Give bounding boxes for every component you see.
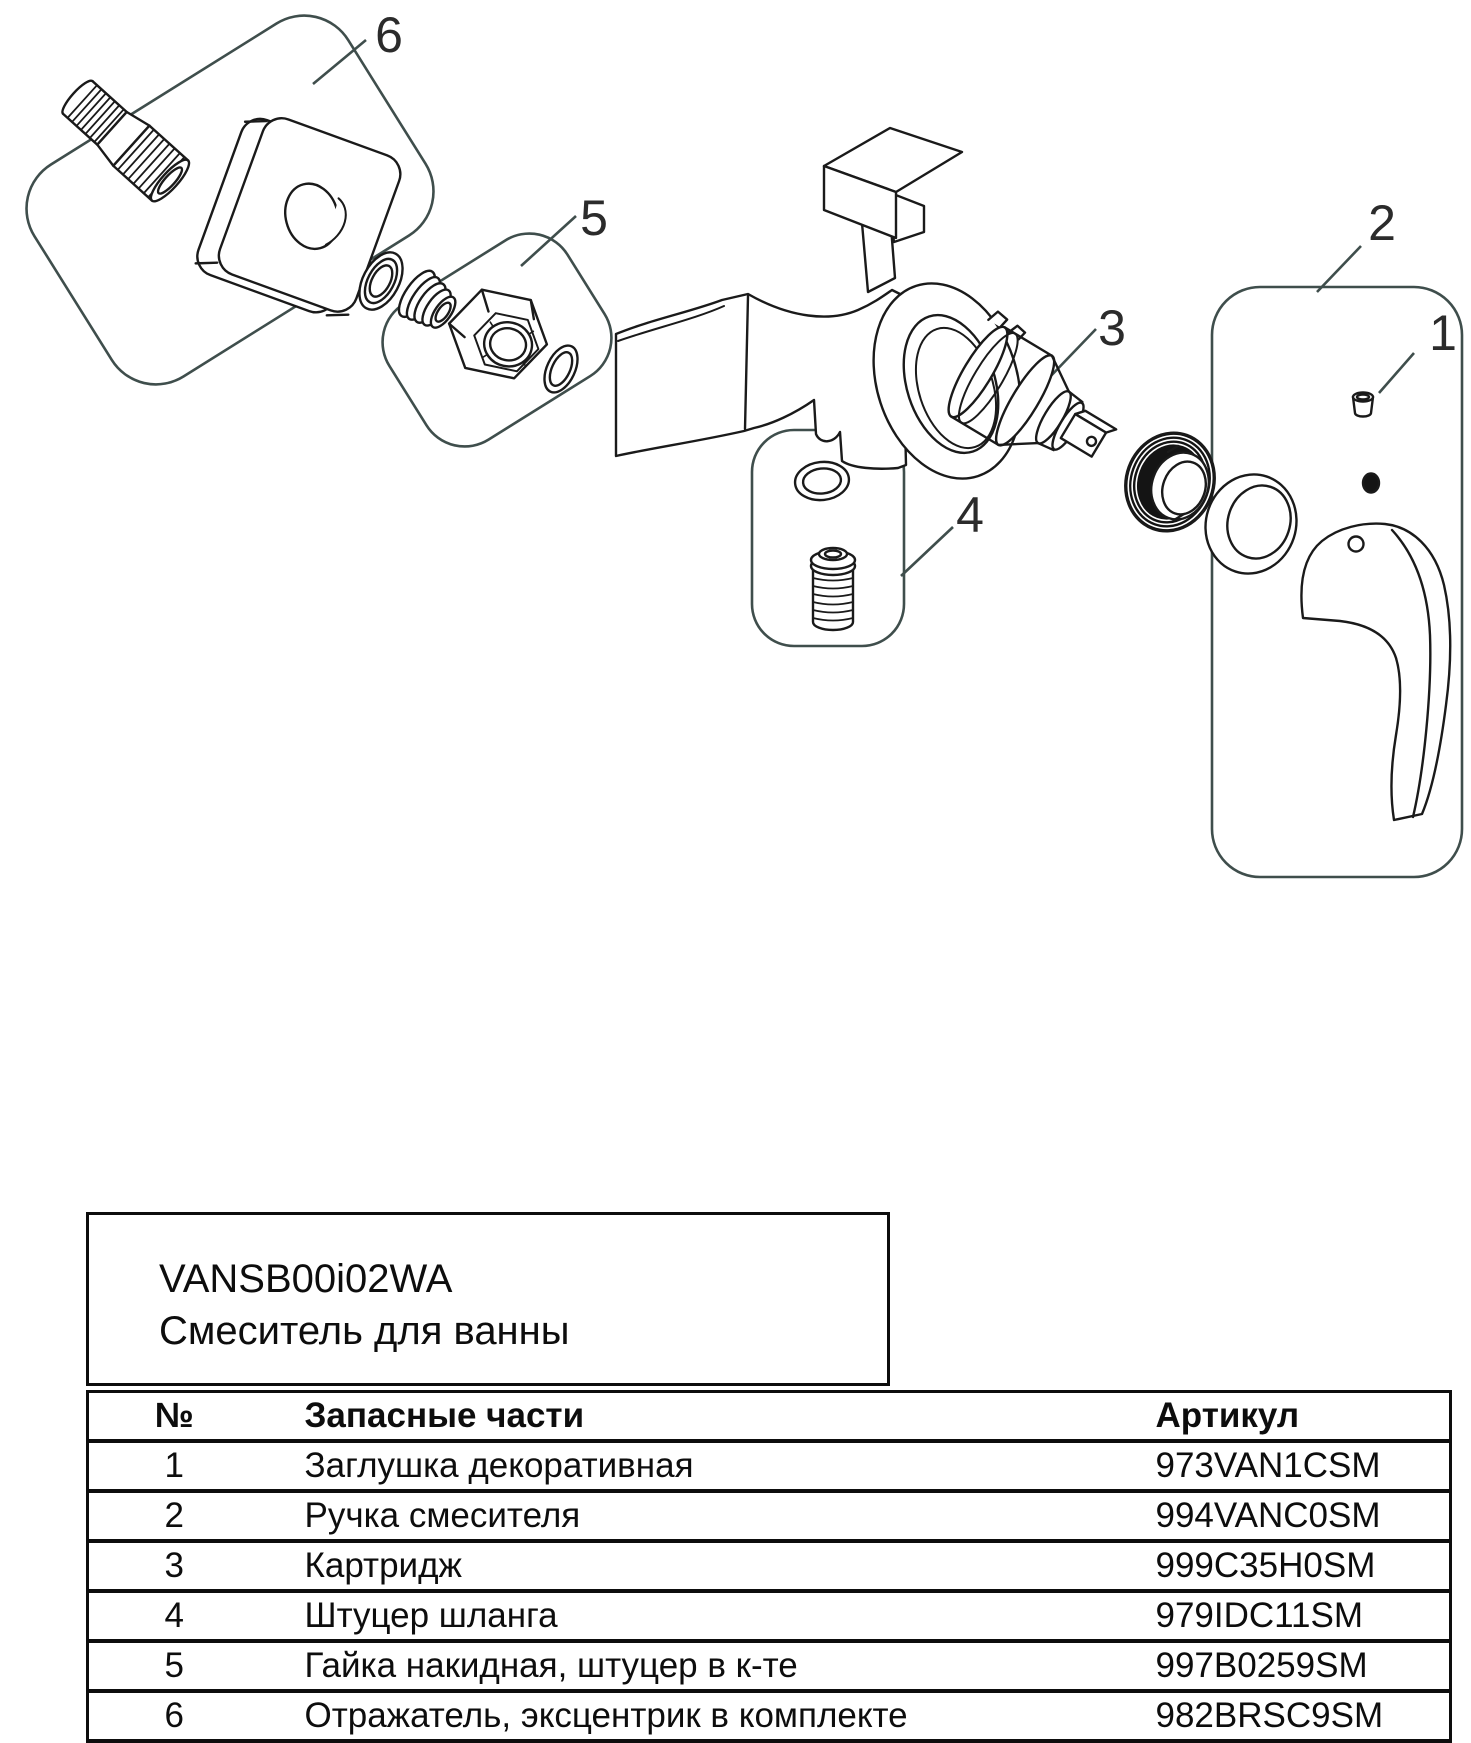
part-sku-cell: 999C35H0SM: [1154, 1541, 1451, 1591]
product-title-box: [86, 1212, 890, 1386]
part-number-cell: 3: [88, 1541, 260, 1591]
part-name-cell: Гайка накидная, штуцер в к-те: [260, 1641, 1154, 1691]
part-sku-cell: 994VANC0SM: [1154, 1491, 1451, 1541]
callout-4-leader: [901, 527, 953, 576]
callout-3-leader: [1046, 329, 1096, 381]
callout-2-leader: [1317, 246, 1361, 292]
part-name-cell: Картридж: [260, 1541, 1154, 1591]
eccentric-part: [55, 73, 194, 205]
product-code: VANSB00i02WA: [159, 1257, 453, 1301]
parts-table: [86, 1390, 1452, 1743]
part-name-cell: Ручка смесителя: [260, 1491, 1154, 1541]
callout-3-label: 3: [1098, 300, 1126, 356]
table-row: [88, 1491, 1451, 1541]
part-name-cell: Штуцер шланга: [260, 1591, 1154, 1641]
part-sku-cell: 982BRSC9SM: [1154, 1691, 1451, 1741]
table-row: [88, 1441, 1451, 1491]
handle-part: [1301, 524, 1450, 820]
table-row: [88, 1591, 1451, 1641]
callout-5-label: 5: [580, 190, 608, 246]
o-ring-5: [538, 340, 585, 397]
cap-nut-part: [441, 284, 555, 383]
callout-1-leader: [1379, 353, 1414, 393]
header-sku: Артикул: [1154, 1392, 1451, 1442]
header-name: Запасные части: [260, 1392, 1154, 1442]
part-sku-cell: 973VAN1CSM: [1154, 1441, 1451, 1491]
part-number-cell: 5: [88, 1641, 260, 1691]
table-row: [88, 1641, 1451, 1691]
part-number-cell: 4: [88, 1591, 260, 1641]
part-name-cell: Заглушка декоративная: [260, 1441, 1154, 1491]
table-row: [88, 1541, 1451, 1591]
hose-union-part: [811, 548, 855, 630]
decorative-cap-part: [1353, 393, 1373, 417]
faucet-body: [616, 128, 1044, 498]
callout-2-label: 2: [1368, 195, 1396, 251]
callout-4-label: 4: [956, 487, 984, 543]
part-number-cell: 2: [88, 1491, 260, 1541]
part-number-cell: 1: [88, 1441, 260, 1491]
o-ring-4: [793, 459, 851, 502]
parts-table-wrap: [86, 1390, 1452, 1743]
table-row: [88, 1691, 1451, 1741]
header-num: №: [88, 1392, 260, 1442]
callout-1-label: 1: [1429, 305, 1457, 361]
product-name: Смеситель для ванны: [159, 1309, 570, 1353]
callout-6-leader: [313, 40, 366, 84]
table-header-row: [88, 1392, 1451, 1442]
set-screw: [1363, 474, 1379, 493]
part-number-cell: 6: [88, 1691, 260, 1741]
part-name-cell: Отражатель, эксцентрик в комплекте: [260, 1691, 1154, 1741]
part-sku-cell: 997B0259SM: [1154, 1641, 1451, 1691]
callout-6-label: 6: [375, 7, 403, 63]
part-sku-cell: 979IDC11SM: [1154, 1591, 1451, 1641]
callout-5-leader: [521, 216, 576, 266]
